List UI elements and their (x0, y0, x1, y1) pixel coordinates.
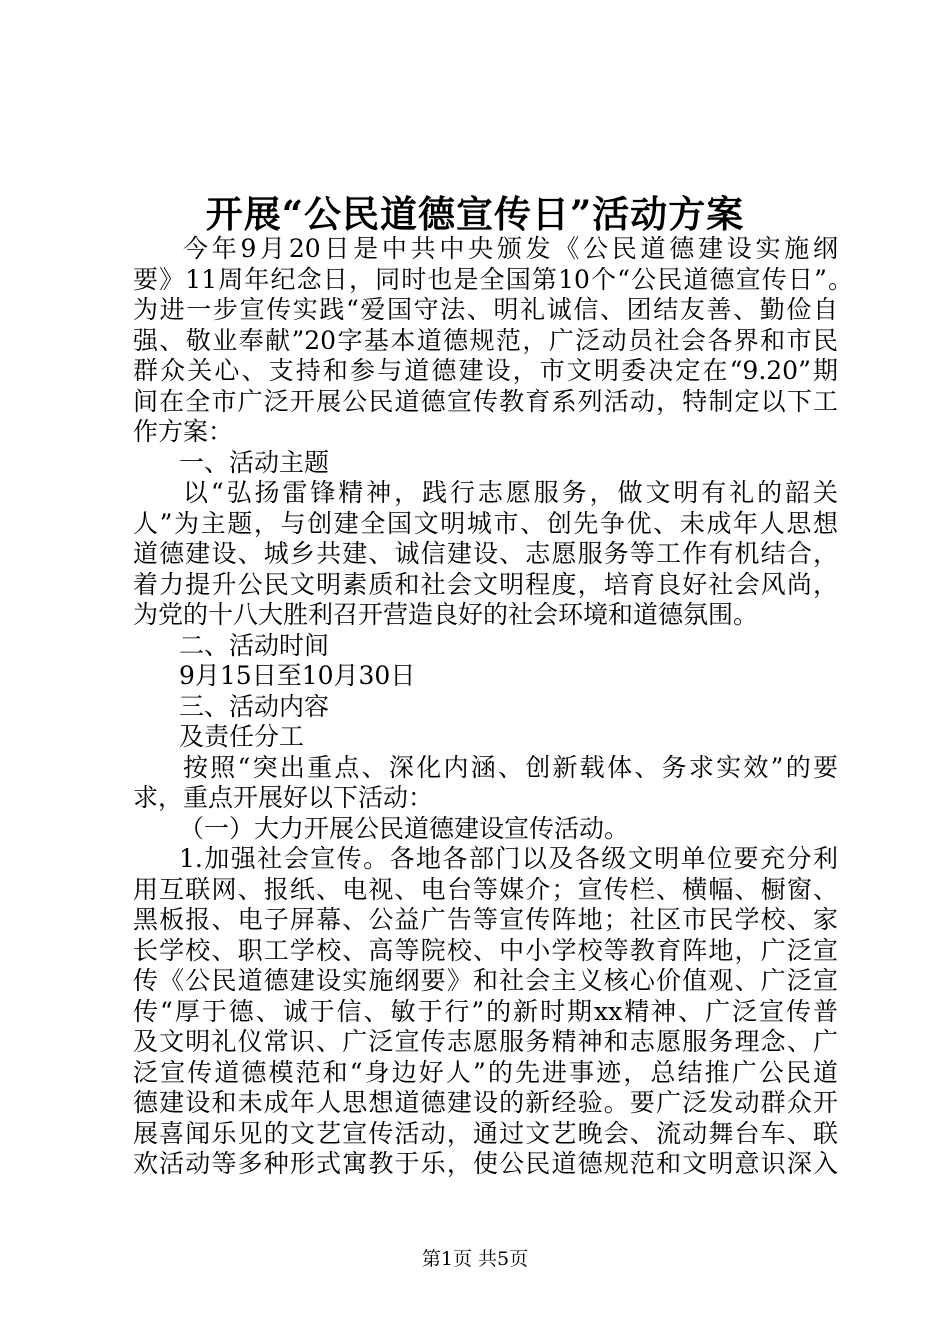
paragraph-line: 德建设和未成年人思想道德建设的新经验。要广泛发动群众开 (133, 1088, 838, 1117)
paragraph-line: 着力提升公民文明素质和社会文明程度，培育良好社会风尚， (133, 569, 838, 599)
paragraph-line: 用互联网、报纸、电视、电台等媒介；宣传栏、横幅、橱窗、 (133, 874, 838, 904)
paragraph-line: 展喜闻乐见的文艺宣传活动，通过文艺晚会、流动舞台车、联 (133, 1118, 838, 1148)
document-body (133, 234, 853, 1180)
paragraph-line: 按照“突出重点、深化内涵、创新载体、务求实效”的要 (183, 752, 838, 782)
paragraph-line: 1.加强社会宣传。各地各部门以及各级文明单位要充分利 (179, 844, 838, 873)
paragraph-line: 9月15日至10月30日 (179, 661, 416, 690)
section-heading: 及责任分工 (179, 722, 305, 751)
section-heading: 一、活动主题 (179, 447, 330, 477)
paragraph-line: 传《公民道德建设实施纲要》和社会主义核心价值观、广泛宣 (133, 966, 838, 995)
page-number-footer: 第1页 共5页 (421, 1248, 529, 1270)
paragraph-line: 强、敬业奉献”20字基本道德规范，广泛动员社会各界和市民 (133, 325, 838, 355)
paragraph-line: 道德建设、城乡共建、诚信建设、志愿服务等工作有机结合， (133, 539, 838, 568)
paragraph-line: 黑板报、电子屏幕、公益广告等宣传阵地；社区市民学校、家 (133, 905, 838, 934)
paragraph-line: 泛宣传道德模范和“身边好人”的先进事迹，总结推广公民道 (133, 1057, 838, 1087)
section-heading: 三、活动内容 (179, 691, 330, 721)
section-heading: 二、活动时间 (179, 630, 330, 660)
paragraph-line: 求，重点开展好以下活动： (133, 783, 434, 812)
paragraph-line: 为进一步宣传实践“爱国守法、明礼诚信、团结友善、勤俭自 (133, 295, 838, 324)
paragraph-line: 及文明礼仪常识、广泛宣传志愿服务精神和志愿服务理念、广 (133, 1027, 838, 1056)
paragraph-line: 以“弘扬雷锋精神，践行志愿服务，做文明有礼的韶关 (183, 478, 838, 507)
paragraph-line: 作方案： (133, 417, 234, 446)
paragraph-line: 欢活动等多种形式寓教于乐，使公民道德规范和文明意识深入 (133, 1149, 838, 1178)
paragraph-line: 群众关心、支持和参与道德建设，市文明委决定在“9.20”期 (133, 356, 838, 385)
subsection-heading: （一）大力开展公民道德建设宣传活动。 (179, 813, 630, 843)
paragraph-line: 传“厚于德、诚于信、敏于行”的新时期xx精神、广泛宣传普 (133, 996, 838, 1026)
paragraph-line: 要》11周年纪念日，同时也是全国第10个“公民道德宣传日”。 (133, 264, 853, 294)
paragraph-line: 人”为主题，与创建全国文明城市、创先争优、未成年人思想 (133, 508, 838, 538)
document-title: 开展“公民道德宣传日”活动方案 (205, 192, 745, 236)
paragraph-line: 为党的十八大胜利召开营造良好的社会环境和道德氛围。 (133, 600, 759, 629)
paragraph-line: 今年9月20日是中共中央颁发《公民道德建设实施纲 (183, 234, 838, 263)
paragraph-line: 长学校、职工学校、高等院校、中小学校等教育阵地，广泛宣 (133, 935, 838, 965)
paragraph-line: 间在全市广泛开展公民道德宣传教育系列活动，特制定以下工 (133, 386, 838, 416)
